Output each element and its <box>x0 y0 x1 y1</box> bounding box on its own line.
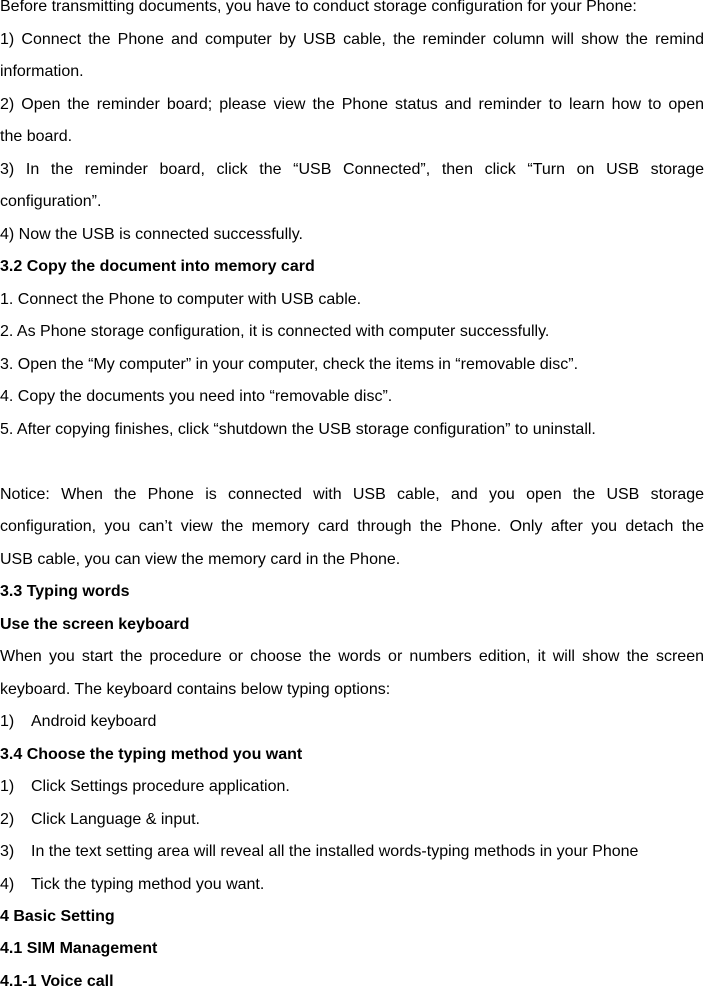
list-number: 2) <box>0 811 15 828</box>
list-item: 2. As Phone storage configuration, it is connected with computer successfully. <box>0 323 550 340</box>
list-item <box>0 706 704 738</box>
intro-step-3-cont: configuration”. <box>0 193 102 210</box>
section-4-1-heading: 4.1 SIM Management <box>0 940 158 957</box>
list-item <box>0 771 704 803</box>
section-3-3-subheading: Use the screen keyboard <box>0 616 190 633</box>
list-number: 1) <box>0 778 15 795</box>
section-4-1-1-heading: 4.1-1 Voice call <box>0 973 114 988</box>
list-number: 3) <box>0 843 15 860</box>
keyboard-paragraph: When you start the procedure or choose the words or numbers edition, it will show the screen <box>0 648 704 665</box>
section-3-2-heading: 3.2 Copy the document into memory card <box>0 258 315 275</box>
section-3-3-heading: 3.3 Typing words <box>0 583 130 600</box>
intro-step-4: 4) Now the USB is connected successfully. <box>0 226 303 243</box>
list-number: 4) <box>0 876 15 893</box>
intro-step-1-cont: information. <box>0 63 84 80</box>
list-item: 1. Connect the Phone to computer with USB cable. <box>0 291 362 308</box>
list-text: Android keyboard <box>31 713 157 730</box>
intro-step-3: 3) In the reminder board, click the “USB Connected”, then click “Turn on USB storage <box>0 161 704 178</box>
list-text: Tick the typing method you want. <box>31 876 265 893</box>
intro-line: Before transmitting documents, you have to conduct storage configuration for your Phone: <box>0 0 637 15</box>
list-item <box>0 836 704 868</box>
list-text: Click Settings procedure application. <box>31 778 290 795</box>
section-3-4-heading: 3.4 Choose the typing method you want <box>0 746 303 763</box>
intro-step-1: 1) Connect the Phone and computer by USB cable, the reminder column will show the remind <box>0 31 704 48</box>
list-text: In the text setting area will reveal all the installed words-typing methods in your Phone <box>31 843 639 860</box>
notice-line-2: configuration, you can’t view the memory card through the Phone. Only after you detach the <box>0 518 704 535</box>
list-item: 5. After copying finishes, click “shutdown the USB storage configuration” to uninstall. <box>0 421 596 438</box>
list-item: 4. Copy the documents you need into “removable disc”. <box>0 388 393 405</box>
list-number: 1) <box>0 713 15 730</box>
list-item <box>0 804 704 836</box>
keyboard-paragraph-cont: keyboard. The keyboard contains below typing options: <box>0 681 391 698</box>
intro-step-2: 2) Open the reminder board; please view the Phone status and reminder to learn how to open <box>0 96 704 113</box>
notice-line-1: Notice: When the Phone is connected with USB cable, and you open the USB storage <box>0 486 704 503</box>
list-item <box>0 869 704 901</box>
list-text: Click Language & input. <box>31 811 200 828</box>
section-4-heading: 4 Basic Setting <box>0 908 115 925</box>
notice-line-3: USB cable, you can view the memory card in the Phone. <box>0 551 401 568</box>
intro-step-2-cont: the board. <box>0 128 73 145</box>
list-item: 3. Open the “My computer” in your computer, check the items in “removable disc”. <box>0 356 579 373</box>
